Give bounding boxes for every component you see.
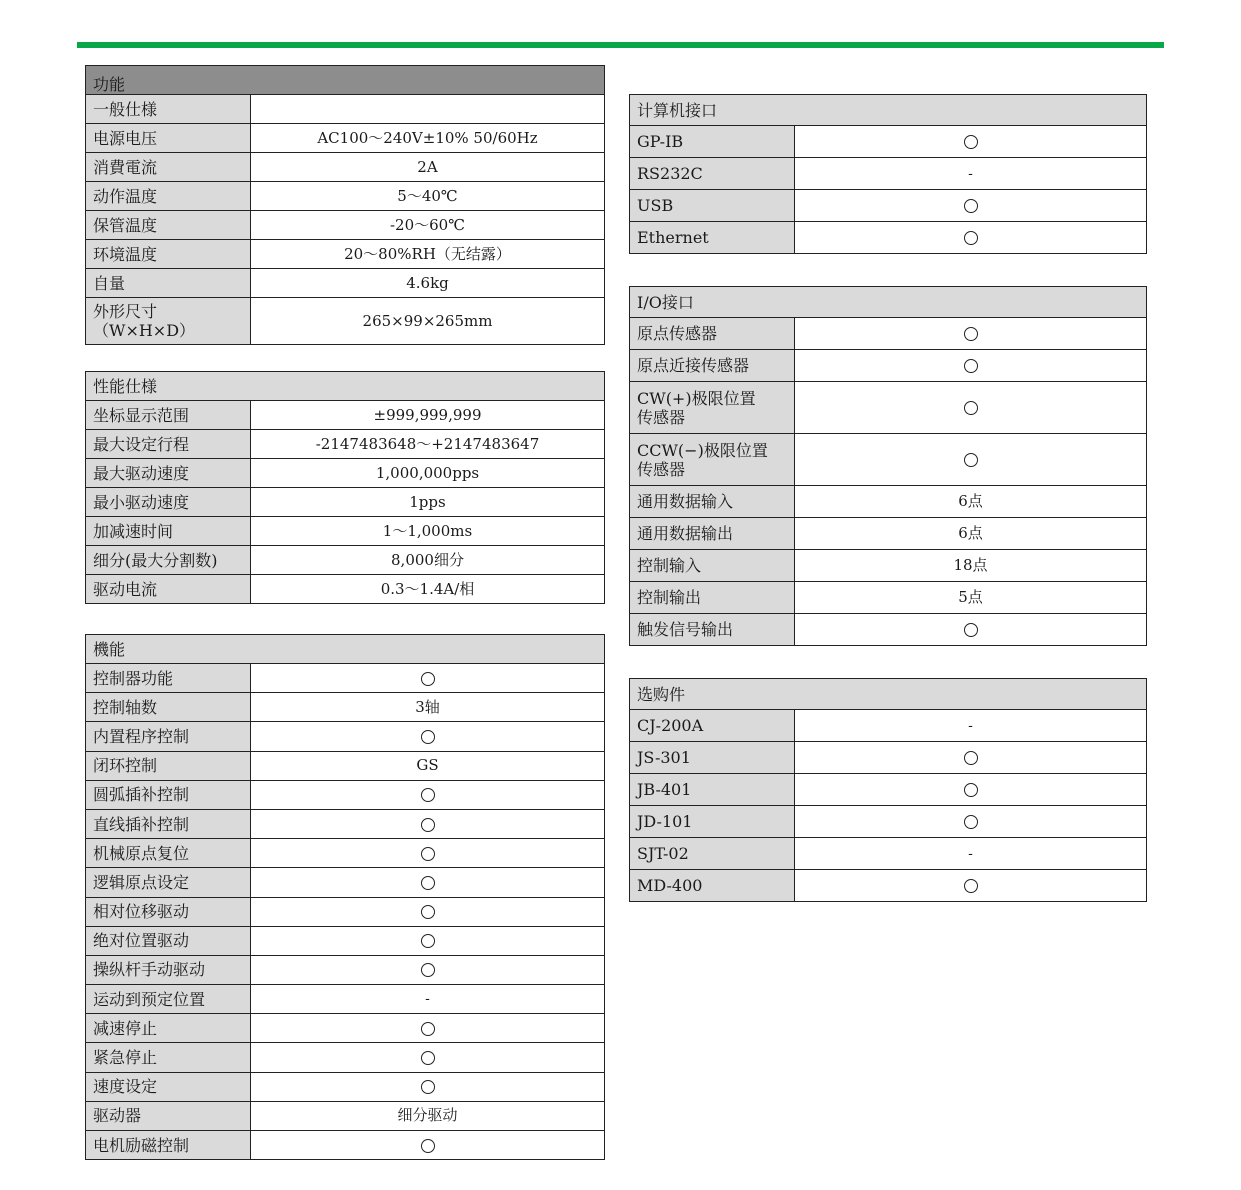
row-label: 控制轴数: [86, 693, 251, 722]
supported-circle-icon: [421, 788, 435, 802]
row-value: 1,000,000pps: [251, 459, 605, 488]
row-label: 触发信号输出: [630, 614, 795, 646]
supported-circle-icon: [421, 1139, 435, 1153]
row-label: 紧急停止: [86, 1043, 251, 1072]
supported-circle-icon: [964, 453, 978, 467]
supported-circle-icon: [964, 231, 978, 245]
row-label: 相对位移驱动: [86, 897, 251, 926]
row-label: CW(+)极限位置 传感器: [630, 382, 795, 434]
table-row: [86, 664, 605, 693]
row-label: MD-400: [630, 870, 795, 902]
row-label: 控制器功能: [86, 664, 251, 693]
table-row: [630, 614, 1147, 646]
options-title: 选购件: [630, 679, 1147, 710]
row-label: 动作温度: [86, 182, 251, 211]
row-label: 原点近接传感器: [630, 350, 795, 382]
supported-circle-icon: [421, 963, 435, 977]
row-value: [795, 870, 1147, 902]
table-row: [630, 550, 1147, 582]
row-value: AC100～240V±10% 50/60Hz: [251, 124, 605, 153]
table-row: [630, 318, 1147, 350]
row-value: -: [251, 985, 605, 1014]
row-value: 18点: [795, 550, 1147, 582]
supported-circle-icon: [421, 847, 435, 861]
table-row: [86, 269, 605, 298]
row-value: -: [795, 158, 1147, 190]
row-label: 驱动电流: [86, 575, 251, 604]
table-row: [86, 868, 605, 897]
row-label: Ethernet: [630, 222, 795, 254]
supported-circle-icon: [964, 879, 978, 893]
row-value: [251, 780, 605, 809]
pc-interface-table: [629, 94, 1147, 254]
table-row: [86, 182, 605, 211]
row-value: -: [795, 838, 1147, 870]
row-label: 坐标显示范围: [86, 401, 251, 430]
row-label: 自量: [86, 269, 251, 298]
supported-circle-icon: [421, 876, 435, 890]
performance-title: 性能仕様: [86, 372, 605, 401]
row-value: GS: [251, 751, 605, 780]
supported-circle-icon: [421, 905, 435, 919]
table-row: [630, 518, 1147, 550]
row-label: CCW(−)极限位置 传感器: [630, 434, 795, 486]
table-row: [630, 434, 1147, 486]
row-value: [251, 868, 605, 897]
row-value: [251, 839, 605, 868]
table-row: [86, 1014, 605, 1043]
table-row: [86, 780, 605, 809]
row-value: 8,000细分: [251, 546, 605, 575]
row-label: 操纵杆手动驱动: [86, 955, 251, 984]
row-label: 细分(最大分割数): [86, 546, 251, 575]
table-row: [630, 838, 1147, 870]
table-row: [86, 1131, 605, 1160]
table-row: [86, 488, 605, 517]
table-row: [86, 955, 605, 984]
features-table: [85, 634, 605, 1160]
supported-circle-icon: [421, 672, 435, 686]
row-label: 电源电压: [86, 124, 251, 153]
row-label: 机械原点复位: [86, 839, 251, 868]
table-row: [630, 806, 1147, 838]
table-row: [86, 298, 605, 345]
supported-circle-icon: [964, 199, 978, 213]
row-label: 消費電流: [86, 153, 251, 182]
supported-circle-icon: [964, 401, 978, 415]
row-label: 保管温度: [86, 211, 251, 240]
size-label: 外形尺寸 （W×H×D）: [86, 298, 251, 345]
table-row: [86, 1072, 605, 1101]
row-value: [795, 318, 1147, 350]
row-label: 最小驱动速度: [86, 488, 251, 517]
row-label: 控制输入: [630, 550, 795, 582]
row-value: [795, 774, 1147, 806]
row-value: [251, 897, 605, 926]
row-label: 最大设定行程: [86, 430, 251, 459]
table-row: [630, 486, 1147, 518]
table-row: [86, 517, 605, 546]
row-value: 2A: [251, 153, 605, 182]
row-label: 电机励磁控制: [86, 1131, 251, 1160]
row-label: 内置程序控制: [86, 722, 251, 751]
row-value: [251, 1043, 605, 1072]
supported-circle-icon: [421, 730, 435, 744]
row-value: -20～60℃: [251, 211, 605, 240]
table-row: [86, 124, 605, 153]
row-value: [795, 126, 1147, 158]
table-row: [86, 459, 605, 488]
row-value: [251, 1014, 605, 1043]
row-label: 通用数据输出: [630, 518, 795, 550]
supported-circle-icon: [964, 135, 978, 149]
row-label: JB-401: [630, 774, 795, 806]
row-value: 0.3～1.4A/相: [251, 575, 605, 604]
table-row: [630, 350, 1147, 382]
row-value: 3轴: [251, 693, 605, 722]
table-row: [86, 211, 605, 240]
row-value: [251, 664, 605, 693]
table-row: [630, 582, 1147, 614]
table-row: [86, 722, 605, 751]
row-value: [795, 190, 1147, 222]
supported-circle-icon: [421, 818, 435, 832]
row-label: USB: [630, 190, 795, 222]
table-row: [86, 809, 605, 838]
table-row: [86, 897, 605, 926]
table-row: [86, 839, 605, 868]
table-row: [630, 710, 1147, 742]
table-row: [86, 1101, 605, 1130]
header-accent-bar: [77, 42, 1164, 48]
row-value: [251, 722, 605, 751]
row-value: 5点: [795, 582, 1147, 614]
row-label: 原点传感器: [630, 318, 795, 350]
row-label: GP-IB: [630, 126, 795, 158]
table-row: [630, 158, 1147, 190]
row-label: 最大驱动速度: [86, 459, 251, 488]
supported-circle-icon: [964, 359, 978, 373]
row-value: [795, 222, 1147, 254]
row-value: 6点: [795, 486, 1147, 518]
row-value: [795, 382, 1147, 434]
row-label: 通用数据输入: [630, 486, 795, 518]
row-label: CJ-200A: [630, 710, 795, 742]
functions-table: [85, 65, 605, 345]
row-value: 细分驱动: [251, 1101, 605, 1130]
table-row: [86, 575, 605, 604]
row-label: 速度设定: [86, 1072, 251, 1101]
row-label: JS-301: [630, 742, 795, 774]
performance-table: [85, 371, 605, 604]
row-value: 6点: [795, 518, 1147, 550]
pc-interface-title: 计算机接口: [630, 95, 1147, 126]
row-value: 4.6kg: [251, 269, 605, 298]
supported-circle-icon: [421, 1051, 435, 1065]
functions-title: 功能: [86, 66, 605, 95]
table-row: [630, 870, 1147, 902]
row-label: 控制输出: [630, 582, 795, 614]
row-label: 环境温度: [86, 240, 251, 269]
row-value: -: [795, 710, 1147, 742]
options-table: [629, 678, 1147, 902]
table-row: [86, 1043, 605, 1072]
io-interface-table: [629, 286, 1147, 646]
table-row: [630, 382, 1147, 434]
supported-circle-icon: [964, 623, 978, 637]
table-row: [86, 153, 605, 182]
row-label: RS232C: [630, 158, 795, 190]
table-row: [86, 430, 605, 459]
supported-circle-icon: [421, 1022, 435, 1036]
io-interface-title: I/O接口: [630, 287, 1147, 318]
row-label: 减速停止: [86, 1014, 251, 1043]
row-label: 加减速时间: [86, 517, 251, 546]
table-row: [630, 742, 1147, 774]
table-row: [86, 546, 605, 575]
row-label: 驱动器: [86, 1101, 251, 1130]
row-label: 绝对位置驱动: [86, 926, 251, 955]
row-value: [795, 742, 1147, 774]
supported-circle-icon: [964, 751, 978, 765]
supported-circle-icon: [964, 783, 978, 797]
row-value: ±999,999,999: [251, 401, 605, 430]
table-row: [630, 222, 1147, 254]
row-value: [251, 1072, 605, 1101]
row-value: [795, 614, 1147, 646]
row-value: [251, 1131, 605, 1160]
row-label: 闭环控制: [86, 751, 251, 780]
general-spec-header: 一般仕様: [86, 95, 251, 124]
row-value: [795, 350, 1147, 382]
row-label: 圆弧插补控制: [86, 780, 251, 809]
row-label: SJT-02: [630, 838, 795, 870]
row-value: 1pps: [251, 488, 605, 517]
row-value: [251, 926, 605, 955]
supported-circle-icon: [421, 1080, 435, 1094]
size-value: 265×99×265mm: [251, 298, 605, 345]
table-row: [86, 926, 605, 955]
features-title: 機能: [86, 635, 605, 664]
supported-circle-icon: [421, 934, 435, 948]
row-value: 1～1,000ms: [251, 517, 605, 546]
table-row: [630, 190, 1147, 222]
supported-circle-icon: [964, 327, 978, 341]
row-value: [251, 955, 605, 984]
supported-circle-icon: [964, 815, 978, 829]
row-value: [795, 434, 1147, 486]
row-label: 直线插补控制: [86, 809, 251, 838]
row-label: 运动到预定位置: [86, 985, 251, 1014]
table-row: [86, 240, 605, 269]
table-row: [86, 751, 605, 780]
row-label: 逻辑原点设定: [86, 868, 251, 897]
row-value: -2147483648～+2147483647: [251, 430, 605, 459]
row-value: [251, 809, 605, 838]
row-value: [795, 806, 1147, 838]
table-row: [630, 126, 1147, 158]
table-row: [86, 985, 605, 1014]
table-row: [630, 774, 1147, 806]
table-row: [86, 693, 605, 722]
table-row: [86, 401, 605, 430]
row-label: JD-101: [630, 806, 795, 838]
row-value: 5～40℃: [251, 182, 605, 211]
row-value: 20～80%RH（无结露）: [251, 240, 605, 269]
